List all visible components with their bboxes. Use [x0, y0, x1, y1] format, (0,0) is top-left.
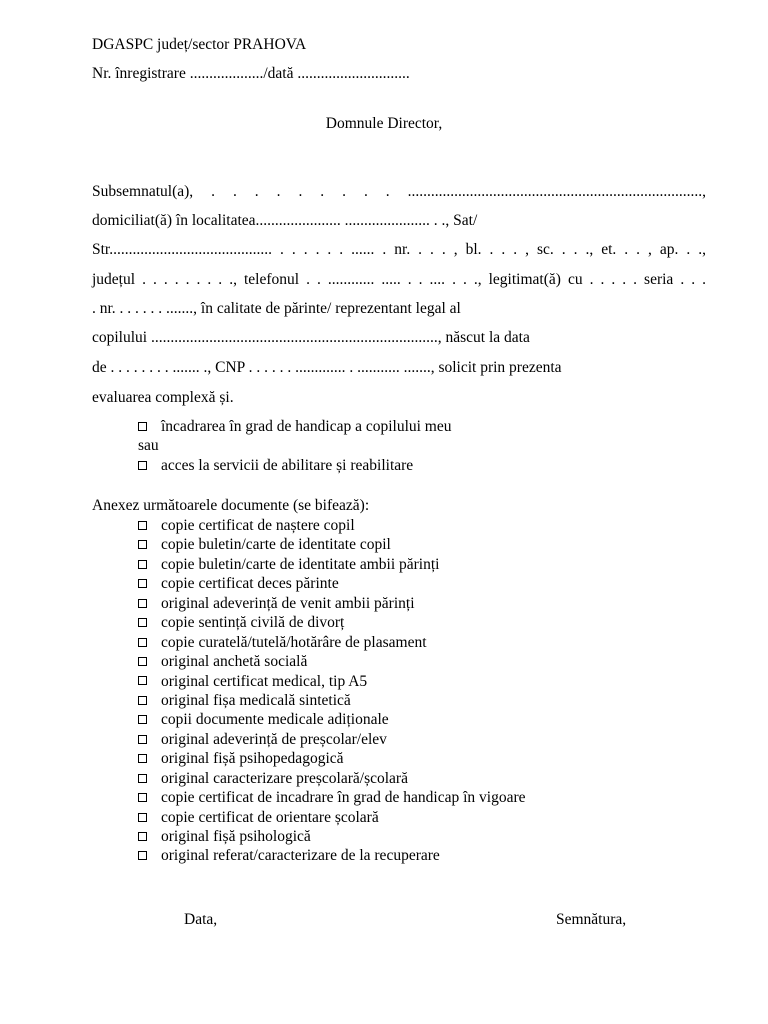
checkbox-icon[interactable] — [138, 618, 147, 627]
list-item: original adeverință de venit ambii părinți — [138, 594, 526, 613]
list-item: copii documente medicale adiționale — [138, 710, 526, 729]
checkbox-icon[interactable] — [138, 793, 147, 802]
checkbox-icon[interactable] — [138, 579, 147, 588]
list-item: original referat/caracterizare de la recuperare — [138, 846, 526, 865]
body-line: Str.......................................... . . . . . . ...... . nr. . . . , bl. . . . , sc. . . ., et. . . , ap. . ., — [92, 241, 706, 258]
list-item: original fișă psihologică — [138, 827, 526, 846]
option-conjunction: sau — [138, 437, 159, 454]
date-label: Data, — [184, 911, 218, 928]
list-item: original adeverință de preșcolar/elev — [138, 730, 526, 749]
list-item: copie certificat de incadrare în grad de handicap în vigoare — [138, 788, 526, 807]
annex-title: Anexez următoarele documente (se bifează): — [92, 497, 370, 514]
body-line: domiciliat(ă) în localitatea...................... ...................... . ., Sat/ — [92, 212, 478, 229]
list-item: copie certificat de orientare școlară — [138, 808, 526, 827]
list-item: original certificat medical, tip A5 — [138, 672, 526, 691]
checkbox-icon[interactable] — [138, 461, 147, 470]
list-item: copie sentință civilă de divorț — [138, 613, 526, 632]
body-line: Subsemnatul(a), . . . . . . . . . ............................................................................, — [92, 183, 706, 200]
option-handicap — [138, 418, 452, 436]
checkbox-icon[interactable] — [138, 599, 147, 608]
checkbox-icon[interactable] — [138, 735, 147, 744]
list-item: copie certificat deces părinte — [138, 574, 526, 593]
checkbox-icon[interactable] — [138, 851, 147, 860]
list-item: original anchetă socială — [138, 652, 526, 671]
option-label: acces la servicii de abilitare și reabilitare — [161, 457, 414, 474]
registration-line: Nr. înregistrare .................../dată ............................. — [92, 65, 410, 82]
option-services — [138, 457, 413, 475]
checkbox-icon[interactable] — [138, 540, 147, 549]
list-item: original fișa medicală sintetică — [138, 691, 526, 710]
document-checklist — [138, 516, 526, 866]
body-line: evaluarea complexă și. — [92, 389, 234, 406]
checkbox-icon[interactable] — [138, 832, 147, 841]
institution-header: DGASPC județ/sector PRAHOVA — [92, 36, 307, 53]
option-label: încadrarea în grad de handicap a copilului meu — [161, 418, 452, 435]
list-item: copie curatelă/tutelă/hotărâre de plasament — [138, 633, 526, 652]
checkbox-icon[interactable] — [138, 754, 147, 763]
salutation: Domnule Director, — [325, 115, 443, 132]
checkbox-icon[interactable] — [138, 560, 147, 569]
checkbox-icon[interactable] — [138, 696, 147, 705]
body-line: copilului .........................................................................., născut la data — [92, 329, 530, 346]
checkbox-icon[interactable] — [138, 715, 147, 724]
signature-label: Semnătura, — [556, 911, 627, 928]
body-line: județul . . . . . . . . ., telefonul . . ............ ..... . . .... . . ., legitimat(ă) cu . . . . . seria . . . — [92, 271, 706, 288]
list-item: original fișă psihopedagogică — [138, 749, 526, 768]
body-line: de . . . . . . . . ....... ., CNP . . . . . . ............. . ........... ......., solicit prin prezenta — [92, 359, 562, 376]
list-item: copie buletin/carte de identitate copil — [138, 535, 526, 554]
list-item: copie certificat de naștere copil — [138, 516, 526, 535]
checkbox-icon[interactable] — [138, 813, 147, 822]
list-item: copie buletin/carte de identitate ambii părinți — [138, 555, 526, 574]
checkbox-icon[interactable] — [138, 638, 147, 647]
body-line: . nr. . . . . . . ......., în calitate de părinte/ reprezentant legal al — [92, 300, 461, 317]
checkbox-icon[interactable] — [138, 657, 147, 666]
checkbox-icon[interactable] — [138, 676, 147, 685]
list-item: original caracterizare preșcolară/școlară — [138, 769, 526, 788]
checkbox-icon[interactable] — [138, 521, 147, 530]
checkbox-icon[interactable] — [138, 422, 147, 431]
checkbox-icon[interactable] — [138, 774, 147, 783]
